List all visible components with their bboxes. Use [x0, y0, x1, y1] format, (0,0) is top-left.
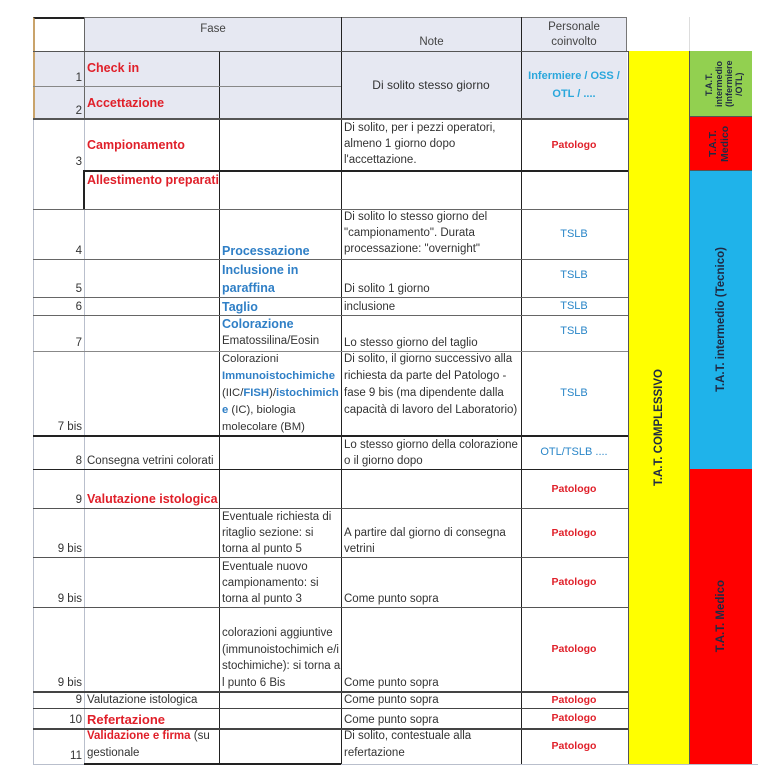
grid-line	[33, 508, 628, 509]
band-tat-medico-bottom-label: T.A.T. Medico	[715, 580, 727, 653]
sub-phase-cell[interactable]	[219, 86, 341, 119]
grid-line	[33, 315, 628, 316]
personale-merged-1-2[interactable]: Infermiere / OSS / OTL / ....	[521, 51, 627, 119]
sub-phase-cell[interactable]	[219, 119, 341, 170]
grid-line	[84, 170, 628, 172]
personale-cell[interactable]: Patologo	[551, 643, 597, 655]
note-cell[interactable]: Lo stesso giorno del taglio	[344, 337, 478, 349]
personale-cell[interactable]: Patologo	[551, 138, 597, 151]
note-cell[interactable]: Come punto sopra	[344, 677, 439, 689]
gestionale-label: (su gestionale	[87, 730, 210, 759]
grid-line	[690, 170, 752, 171]
note-cell[interactable]: Di solito, contestuale alla refertazione	[344, 730, 472, 759]
phase-cell[interactable]	[84, 351, 219, 435]
band-tat-medico-top-label: T.A.T. Medico	[707, 125, 731, 162]
band-tat-complessivo-label: T.A.T. COMPLESSIVO	[653, 369, 665, 486]
grid-line	[219, 51, 220, 764]
validazione-label: Validazione e firma	[87, 730, 191, 742]
note-cell[interactable]: inclusione	[344, 301, 396, 313]
personale-cell[interactable]: Patologo	[551, 576, 597, 588]
phase-cell[interactable]	[84, 209, 219, 259]
sub-phase-colorazione[interactable]	[219, 315, 341, 351]
header-empty-cell[interactable]	[627, 17, 690, 51]
row-number: 11	[70, 750, 82, 762]
sub-phase-cell[interactable]	[219, 170, 341, 209]
header-personale[interactable]	[521, 17, 627, 51]
sub-phase-cell[interactable]	[219, 51, 341, 86]
grid-line	[83, 170, 85, 209]
row-number: 9 bis	[57, 677, 82, 689]
grid-line	[33, 51, 628, 52]
band-tat-medico-top	[690, 117, 752, 170]
row-number: 6	[75, 301, 82, 313]
personale-cell[interactable]	[521, 170, 627, 209]
grid-line	[33, 469, 628, 470]
header-fase-label: Fase	[200, 23, 226, 35]
grid-line	[33, 118, 628, 120]
grid-line	[33, 259, 628, 260]
note-cell[interactable]: A partire dal giorno di consegna vetrini	[344, 527, 506, 555]
band-tat-intermedio-tecnico	[690, 170, 752, 469]
phase-allestimento-preparati[interactable]: Allestimento preparati	[87, 173, 219, 187]
sub-phase-cell[interactable]	[219, 691, 341, 708]
sub-phase-cell[interactable]	[219, 469, 341, 508]
row-number: 4	[75, 245, 82, 257]
personale-cell[interactable]: OTL/TSLB ....	[540, 446, 608, 458]
grid-line	[33, 728, 628, 730]
band-tat-medico-bottom	[690, 469, 752, 764]
personale-cell[interactable]: TSLB	[560, 300, 588, 312]
row-number: 9 bis	[57, 593, 82, 605]
phase-validazione-firma[interactable]	[84, 728, 219, 764]
band-tat-complessivo	[628, 51, 690, 764]
grid-line	[341, 17, 342, 764]
phase-valutazione-istologica-2[interactable]: Valutazione istologica	[87, 694, 198, 706]
header-fase[interactable]	[84, 17, 341, 51]
note-cell[interactable]	[341, 469, 521, 508]
grid-line	[33, 557, 628, 558]
phase-campionamento[interactable]: Campionamento	[87, 137, 185, 152]
row-number: 3	[75, 156, 82, 168]
band-tat-intermedio-infermiere	[690, 51, 752, 117]
note-cell[interactable]: Di solito, il giorno successivo alla richiesta da parte del Patologo - fase 9 bis (ma dipendente dalla capacità di lavoro del Laboratorio)	[344, 353, 518, 416]
note-cell[interactable]: Di solito lo stesso giorno del "campionamento". Durata processazione: "overnight"	[344, 211, 488, 255]
personale-cell[interactable]: TSLB	[560, 325, 588, 337]
grid-line	[84, 17, 85, 119]
phase-cell[interactable]	[84, 607, 219, 691]
grid-line	[33, 435, 628, 437]
row-number: 9	[75, 694, 82, 706]
phase-cell[interactable]	[84, 259, 219, 297]
header-personale-label: Personale coinvolto	[548, 20, 600, 48]
phase-valutazione-istologica[interactable]: Valutazione istologica	[87, 492, 218, 506]
personale-cell[interactable]: TSLB	[560, 387, 588, 399]
row-number: 9	[75, 494, 82, 506]
phase-cell[interactable]	[84, 508, 219, 557]
personale-cell[interactable]: Patologo	[551, 712, 597, 724]
header-note[interactable]	[341, 17, 521, 51]
note-cell[interactable]: Di solito, per i pezzi operatori, almeno 1 giorno dopo l'accettazione.	[344, 122, 496, 166]
personale-cell[interactable]: TSLB	[560, 269, 588, 281]
phase-cell[interactable]	[84, 315, 219, 351]
grid-line	[84, 209, 85, 764]
note-cell[interactable]: Di solito 1 giorno	[344, 283, 430, 295]
personale-cell[interactable]: TSLB	[560, 228, 588, 240]
personale-cell[interactable]: Patologo	[551, 482, 597, 495]
personale-cell[interactable]: Patologo	[551, 693, 597, 706]
sub-phase-colorazioni-aggiuntive[interactable]: colorazioni aggiuntive (immunoistochimich e/istochimiche): si torna al punto 6 Bis	[222, 627, 341, 689]
sub-phase-processazione[interactable]: Processazione	[222, 244, 310, 258]
grid-line	[33, 297, 628, 298]
note-cell[interactable]: Come punto sopra	[344, 694, 439, 706]
colorazione-title: Colorazione	[222, 317, 294, 331]
sub-phase-cell[interactable]	[219, 728, 341, 764]
sub-phase-cell[interactable]	[219, 708, 341, 728]
header-empty-cell[interactable]	[690, 17, 758, 51]
sub-phase-taglio[interactable]: Taglio	[222, 300, 258, 314]
note-merged-1-2[interactable]: Di solito stesso giorno	[341, 51, 521, 119]
sub-phase-nuovo-campionamento[interactable]: Eventuale nuovo campionamento: si torna al punto 3	[222, 561, 319, 605]
phase-refertazione[interactable]: Refertazione	[87, 712, 166, 727]
phase-cell[interactable]	[84, 297, 219, 315]
row-number: 5	[75, 283, 82, 295]
grid-line	[33, 691, 628, 693]
sub-phase-inclusione[interactable]: Inclusione in paraffina	[222, 263, 299, 295]
grid-line	[33, 708, 628, 709]
grid-line	[84, 763, 341, 765]
grid-line	[33, 86, 341, 87]
grid-line	[690, 116, 752, 117]
phase-accettazione[interactable]: Accettazione	[84, 86, 219, 119]
colorazione-detail: Ematossilina/Eosin	[222, 335, 320, 347]
sub-phase-colorazioni-speciali[interactable]: Colorazioni Immunoistochimiche (IIC/FISH)/istochimich e (IC), biologia molecolare (BM)	[222, 353, 339, 433]
note-cell[interactable]: Come punto sopra	[344, 593, 439, 605]
row-number: 1	[33, 51, 84, 86]
sub-phase-ritaglio[interactable]: Eventuale richiesta di ritaglio sezione: si torna al punto 5	[222, 511, 332, 555]
note-cell[interactable]: Come punto sopra	[344, 714, 439, 726]
grid-line	[521, 17, 522, 764]
header-note-label: Note	[419, 36, 444, 48]
header-corner-cell[interactable]	[33, 17, 84, 51]
row-number: 8	[75, 455, 82, 467]
grid-line	[33, 119, 34, 764]
band-tat-intermedio-infermiere-label: T.A.T. intermedio (Infermiere /OTL)	[704, 60, 744, 108]
band-tat-intermedio-tecnico-label: T.A.T. intermedio (Tecnico)	[715, 247, 727, 392]
row-number: 7	[75, 337, 82, 349]
row-number	[33, 170, 84, 209]
grid-line	[84, 119, 85, 170]
row-number: 10	[69, 714, 82, 726]
note-cell[interactable]	[341, 170, 521, 209]
personale-cell[interactable]: Patologo	[551, 526, 597, 539]
phase-cell[interactable]	[84, 557, 219, 607]
phase-consegna-vetrini[interactable]: Consegna vetrini colorati	[87, 455, 214, 467]
phase-check-in[interactable]: Check in	[84, 51, 219, 86]
sub-phase-cell[interactable]	[219, 435, 341, 469]
grid-line	[33, 209, 628, 210]
note-cell[interactable]: Lo stesso giorno della colorazione o il giorno dopo	[344, 439, 518, 467]
personale-cell[interactable]: Patologo	[551, 740, 597, 752]
row-number: 9 bis	[57, 543, 82, 555]
grid-line	[33, 607, 628, 608]
row-number: 2	[33, 86, 84, 119]
row-number: 7 bis	[57, 421, 82, 433]
grid-line	[33, 351, 628, 352]
